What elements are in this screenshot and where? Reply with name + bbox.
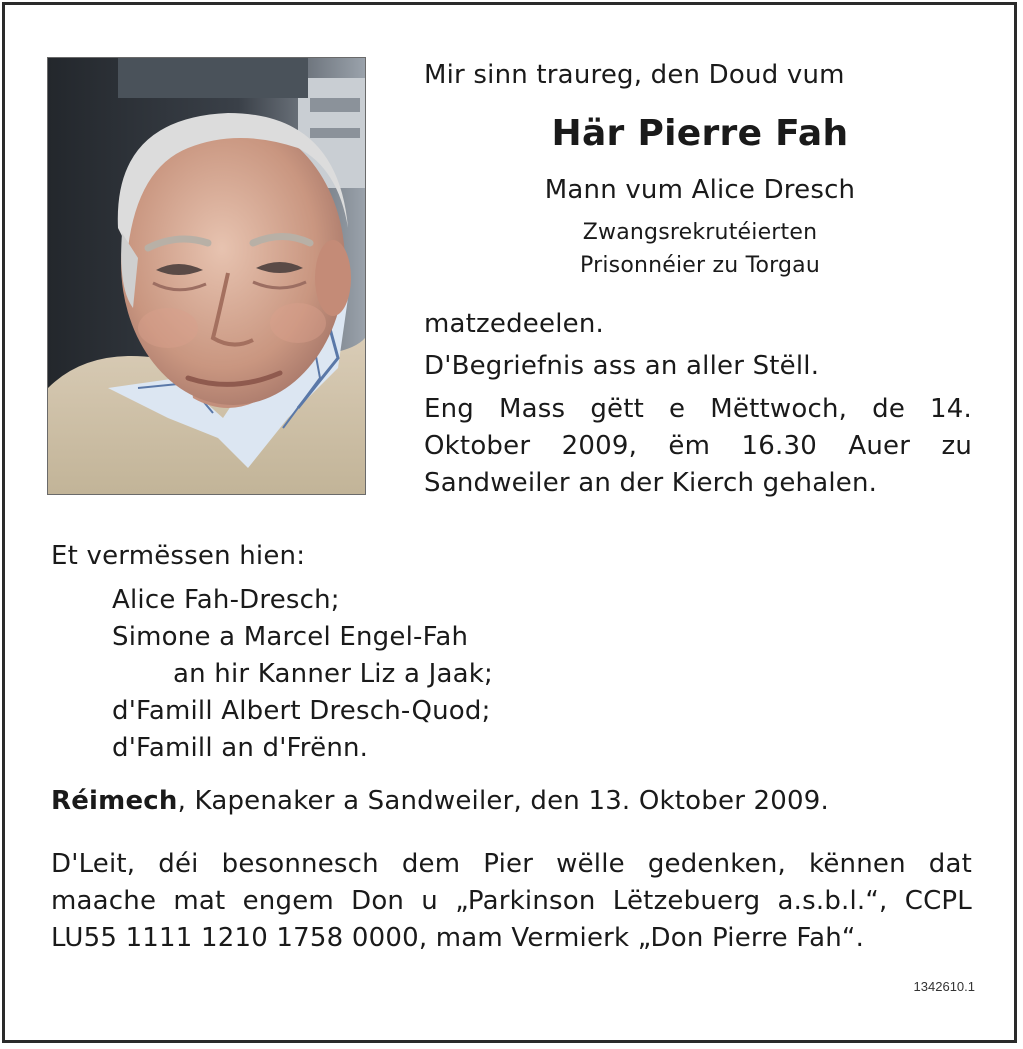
portrait-photo <box>47 57 366 495</box>
place-date-line <box>51 788 829 814</box>
history-line-2: Prisonnéier zu Torgau <box>580 253 820 278</box>
history-line-1: Zwangsrekrutéierten <box>582 220 818 245</box>
mourner-line-2: Simone a Marcel Engel-Fah <box>112 622 469 652</box>
place-date-rest: , Kapenaker a Sandweiler, den 13. Oktober 2009. <box>177 786 829 816</box>
funeral-text: D'Begriefnis ass an aller Stëll. <box>424 351 820 381</box>
husband-of-text: Mann vum Alice Dresch <box>544 175 856 205</box>
mass-line-1: Eng Mass gëtt e Mëttwoch, de 14. <box>424 394 972 424</box>
mourner-line-3: an hir Kanner Liz a Jaak; <box>173 659 493 689</box>
donation-line-3: LU55 1111 1210 1758 0000, mam Vermierk „Don Pierre Fah“. <box>51 923 865 953</box>
mourner-line-4: d'Famill Albert Dresch-Quod; <box>112 696 491 726</box>
mass-paragraph <box>424 391 972 502</box>
place-name: Réimech <box>51 786 178 816</box>
deceased-name: Här Pierre Fah <box>551 113 849 154</box>
mass-line-2: Oktober 2009, ëm 16.30 Auer zu <box>424 431 972 461</box>
donation-paragraph <box>51 846 972 957</box>
share-text: matzedeelen. <box>424 309 604 339</box>
mourner-line-5: d'Famill an d'Frënn. <box>112 733 369 763</box>
donation-line-2: maache mat engem Don u „Parkinson Lëtzebuerg a.s.b.l.“, CCPL <box>51 886 972 916</box>
mourner-line-1: Alice Fah-Dresch; <box>112 585 340 615</box>
reference-number: 1342610.1 <box>913 979 975 994</box>
mourners-heading: Et vermëssen hien: <box>51 541 306 571</box>
mass-line-3: Sandweiler an der Kierch gehalen. <box>424 468 878 498</box>
intro-text: Mir sinn traureg, den Doud vum <box>424 60 845 90</box>
donation-line-1: D'Leit, déi besonnesch dem Pier wëlle gedenken, kënnen dat <box>51 849 972 879</box>
